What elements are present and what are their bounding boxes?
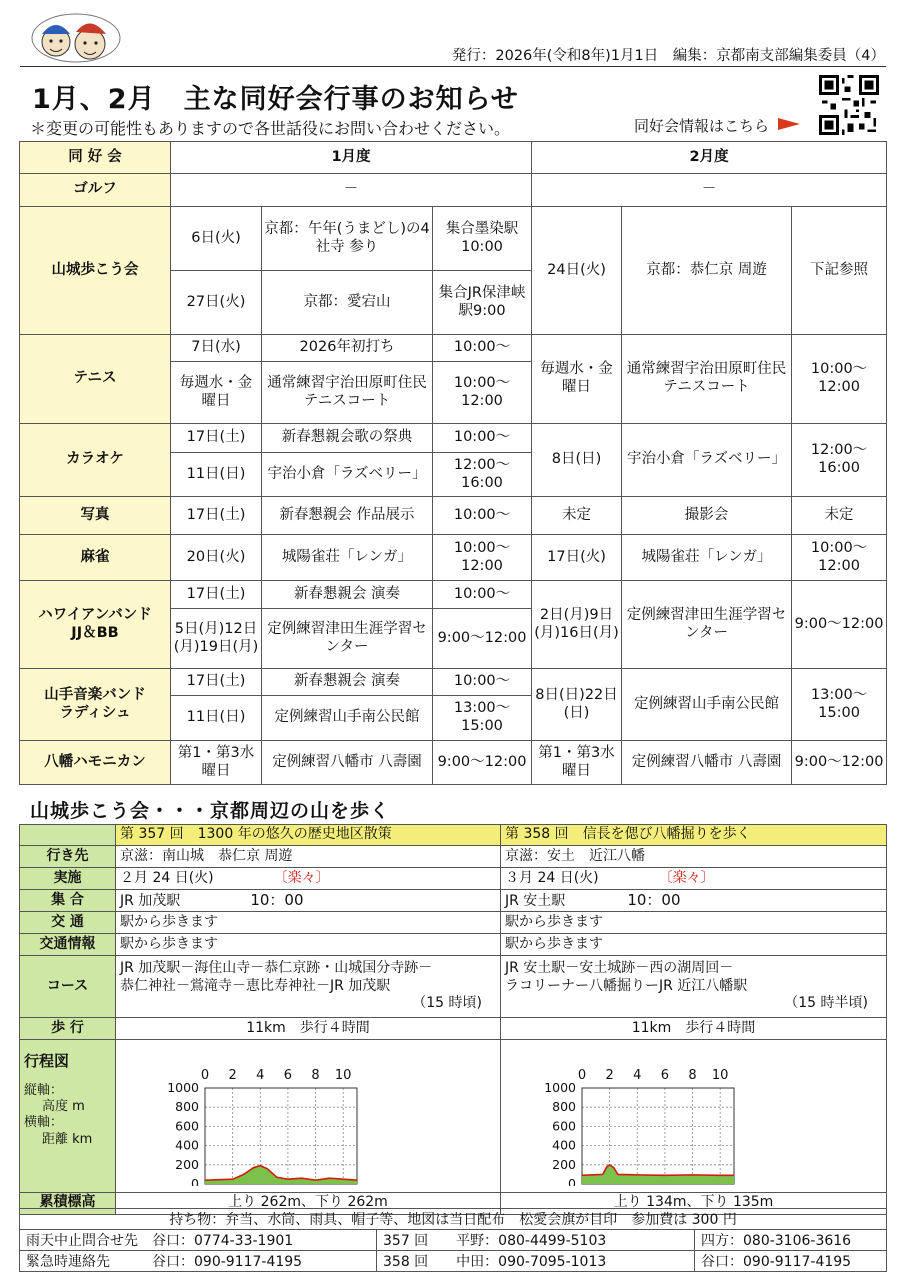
y-tick-label: 400 xyxy=(175,1137,199,1153)
hawaiian-jan2-date: 5日(月)12日(月)19日(月) xyxy=(171,609,262,669)
yamate-jan1-event: 新春懇親会 演奏 xyxy=(262,669,433,696)
header-february: 2月度 xyxy=(532,142,887,174)
mahjong-feb-date: 17日(火) xyxy=(532,535,622,581)
harmonica-jan-time: 9:00～12:00 xyxy=(433,741,532,785)
yamate-feb-event: 定例練習山手南公民館 xyxy=(622,669,792,741)
hike358-walk: 11km 歩行４時間 xyxy=(501,1018,887,1040)
karaoke-feb-event: 宇治小倉「ラズベリー」 xyxy=(622,424,792,497)
hike358-meet-place: JR 安土駅 xyxy=(505,892,566,909)
x-tick-label: 0 xyxy=(577,1068,587,1083)
harmonica-feb-event: 定例練習八幡市 八壽園 xyxy=(622,741,792,785)
tennis-feb-event: 通常練習宇治田原町住民テニスコート xyxy=(622,335,792,424)
x-tick-label: 4 xyxy=(633,1068,642,1083)
yamashiro-jan2-date: 27日(火) xyxy=(171,271,262,335)
mahjong-jan-time: 10:00～12:00 xyxy=(433,535,532,581)
hike358-course-line1: JR 安土駅－安土城跡－西の湖周回－ xyxy=(505,960,734,977)
karaoke-feb-date: 8日(日) xyxy=(532,424,622,497)
footer-358-contact1: 358 回 中田：090-7095-1013 xyxy=(377,1251,695,1272)
hike358-heading: 第 358 回 信長を偲び八幡掘りを歩く xyxy=(501,825,887,846)
label-axis-h: 横軸： xyxy=(24,1115,64,1131)
footer-357-contact1: 357 回 平野：080-4499-5103 xyxy=(377,1230,695,1251)
schedule-table xyxy=(19,141,887,785)
club-karaoke: カラオケ xyxy=(20,424,171,497)
harmonica-jan-date: 第1・第3水曜日 xyxy=(171,741,262,785)
golf-jan: － xyxy=(171,174,532,207)
hike357-date-cell xyxy=(116,868,501,890)
club-harmonica: 八幡ハモニカン xyxy=(20,741,171,785)
karaoke-jan1-event: 新春懇親会歌の祭典 xyxy=(262,424,433,453)
footer-358-contact2: 谷口：090-9117-4195 xyxy=(695,1251,887,1272)
hawaiian-name-line1: ハワイアンバンド xyxy=(38,606,152,623)
hike358-course-time: （15 時半頃) xyxy=(784,995,868,1012)
hawaiian-feb-event: 定例練習津田生涯学習センター xyxy=(622,581,792,669)
hike358-course-line2: ラコリーナー八幡掘りーJR 近江八幡駅 xyxy=(505,977,748,994)
x-tick-label: 0 xyxy=(200,1068,210,1083)
label-meet: 集 合 xyxy=(20,890,116,912)
club-golf: ゴルフ xyxy=(20,174,171,207)
y-tick-label: 800 xyxy=(552,1099,576,1115)
hike357-level: 〔楽々〕 xyxy=(273,869,330,886)
hike357-transport-info: 駅から歩きます xyxy=(116,934,501,956)
hike-table xyxy=(19,824,887,1215)
hawaiian-feb-time: 9:00～12:00 xyxy=(792,581,887,669)
yamate-jan2-event: 定例練習山手南公民館 xyxy=(262,696,433,741)
label-transport: 交 通 xyxy=(20,912,116,934)
hike358-meet-time: 10：00 xyxy=(627,890,681,909)
yamate-feb-date: 8日(日)22日(日) xyxy=(532,669,622,741)
hike358-profile-chart xyxy=(501,1040,887,1186)
yamate-jan2-date: 11日(日) xyxy=(171,696,262,741)
label-profile-cell xyxy=(20,1040,116,1193)
mascot-logo xyxy=(28,8,124,66)
elevation-line xyxy=(205,1166,357,1180)
x-tick-label: 6 xyxy=(283,1068,293,1083)
yamate-jan2-time: 13:00～15:00 xyxy=(433,696,532,741)
hike358-course xyxy=(501,956,887,1018)
hawaiian-name-line2: JJ＆BB xyxy=(71,624,119,641)
club-mahjong: 麻雀 xyxy=(20,535,171,581)
hike357-course xyxy=(116,956,501,1018)
mahjong-feb-time: 10:00～12:00 xyxy=(792,535,887,581)
hawaiian-jan2-event: 定例練習津田生涯学習センター xyxy=(262,609,433,669)
hike357-course-time: （15 時頃) xyxy=(412,995,482,1012)
hike358-elevation: 上り 134m、下り 135m xyxy=(501,1192,887,1214)
yamashiro-feb-date: 24日(火) xyxy=(532,207,622,335)
footer-rain-contact: 雨天中止問合せ先 谷口：0774-33-1901 xyxy=(20,1230,377,1251)
label-elevation: 累積標高 xyxy=(20,1192,116,1214)
hawaiian-feb-date: 2日(月)9日(月)16日(月) xyxy=(532,581,622,669)
tennis-jan2-time: 10:00～12:00 xyxy=(433,362,532,424)
hike357-transport: 駅から歩きます xyxy=(116,912,501,934)
photo-feb-time: 未定 xyxy=(792,497,887,535)
qr-label: 同好会情報はこちら xyxy=(634,117,770,135)
hawaiian-jan1-event: 新春懇親会 演奏 xyxy=(262,581,433,609)
y-tick-label: 200 xyxy=(552,1156,576,1172)
photo-jan-event: 新春懇親会 作品展示 xyxy=(262,497,433,535)
yamate-feb-time: 13:00～15:00 xyxy=(792,669,887,741)
harmonica-feb-time: 9:00～12:00 xyxy=(792,741,887,785)
header-club: 同 好 会 xyxy=(20,142,171,174)
club-photo: 写真 xyxy=(20,497,171,535)
hike358-meet-cell xyxy=(501,890,887,912)
y-tick-label: 200 xyxy=(175,1156,199,1172)
club-hawaiian xyxy=(20,581,171,669)
x-tick-label: 8 xyxy=(688,1068,697,1083)
label-axis-v: 縦軸： xyxy=(24,1082,64,1098)
y-tick-label: 1000 xyxy=(544,1080,576,1095)
hike358-transport: 駅から歩きます xyxy=(501,912,887,934)
tennis-jan1-time: 10:00～ xyxy=(433,335,532,362)
change-notice: ＊変更の可能性もありますので各世話役にお問い合わせください。 xyxy=(30,119,511,138)
x-tick-label: 10 xyxy=(334,1068,352,1083)
hike357-profile-chart xyxy=(116,1040,501,1186)
harmonica-feb-date: 第1・第3水曜日 xyxy=(532,741,622,785)
yamashiro-jan1-time: 集合墨染駅10:00 xyxy=(433,207,532,271)
hawaiian-jan1-time: 10:00～ xyxy=(433,581,532,609)
hike357-dest: 京滋：南山城 恭仁京 周遊 xyxy=(116,846,501,868)
karaoke-jan1-time: 10:00～ xyxy=(433,424,532,453)
footer-table xyxy=(19,1208,887,1272)
hike357-meet-time: 10：00 xyxy=(250,890,304,909)
hike357-meet-cell xyxy=(116,890,501,912)
photo-feb-date: 未定 xyxy=(532,497,622,535)
hike358-profile-cell xyxy=(501,1040,887,1193)
yamashiro-jan1-event: 京都：午年(うまどし)の4社寺 参り xyxy=(262,207,433,271)
club-tennis: テニス xyxy=(20,335,171,424)
yamate-name-line1: 山手音楽バンド xyxy=(44,686,146,703)
x-tick-label: 4 xyxy=(256,1068,265,1083)
photo-jan-time: 10:00～ xyxy=(433,497,532,535)
y-tick-label: 600 xyxy=(552,1118,576,1134)
y-tick-label: 0 xyxy=(568,1176,576,1186)
x-tick-label: 8 xyxy=(311,1068,320,1083)
tennis-feb-time: 10:00～12:00 xyxy=(792,335,887,424)
publication-info: 発行：2026年(令和8年)1月1日 編集：京都南支部編集委員（4） xyxy=(451,48,885,64)
x-tick-label: 2 xyxy=(605,1068,614,1083)
hawaiian-jan1-date: 17日(土) xyxy=(171,581,262,609)
mahjong-jan-event: 城陽雀荘「レンガ」 xyxy=(262,535,433,581)
hike357-course-line1: JR 加茂駅－海住山寺－恭仁京跡・山城国分寺跡－ xyxy=(120,960,433,977)
y-tick-label: 400 xyxy=(552,1137,576,1153)
karaoke-jan1-date: 17日(土) xyxy=(171,424,262,453)
yamate-jan1-date: 17日(土) xyxy=(171,669,262,696)
karaoke-feb-time: 12:00～16:00 xyxy=(792,424,887,497)
hike357-walk: 11km 歩行４時間 xyxy=(116,1018,501,1040)
y-tick-label: 0 xyxy=(191,1176,199,1186)
golf-feb: － xyxy=(532,174,887,207)
hike357-date: ２月 24 日(火) xyxy=(120,869,214,886)
hike-section-title: 山城歩こう会・・・京都周辺の山を歩く xyxy=(30,800,391,822)
hike357-course-line2: 恭仁神社－鴬滝寺－恵比寿神社－JR 加茂駅 xyxy=(120,977,391,994)
label-course: コース xyxy=(20,956,116,1018)
karaoke-jan2-time: 12:00～16:00 xyxy=(433,453,532,497)
hike358-transport-info: 駅から歩きます xyxy=(501,934,887,956)
header-january: 1月度 xyxy=(171,142,532,174)
label-walk: 歩 行 xyxy=(20,1018,116,1040)
hawaiian-jan2-time: 9:00～12:00 xyxy=(433,609,532,669)
x-tick-label: 2 xyxy=(228,1068,237,1083)
plot-frame xyxy=(205,1088,357,1184)
photo-jan-date: 17日(土) xyxy=(171,497,262,535)
tennis-jan1-date: 7日(水) xyxy=(171,335,262,362)
hike-corner xyxy=(20,825,116,846)
y-tick-label: 800 xyxy=(175,1099,199,1115)
footer-emergency-contact: 緊急時連絡先 谷口：090-9117-4195 xyxy=(20,1251,377,1272)
qr-code[interactable] xyxy=(819,75,879,135)
label-date: 実施 xyxy=(20,868,116,890)
tennis-jan1-event: 2026年初打ち xyxy=(262,335,433,362)
yamashiro-jan1-date: 6日(火) xyxy=(171,207,262,271)
y-tick-label: 1000 xyxy=(167,1080,199,1095)
karaoke-jan2-date: 11日(日) xyxy=(171,453,262,497)
yamate-jan1-time: 10:00～ xyxy=(433,669,532,696)
hike357-heading: 第 357 回 1300 年の悠久の歴史地区散策 xyxy=(116,825,501,846)
label-axis-v-unit: 高度 m xyxy=(42,1099,85,1114)
photo-feb-event: 撮影会 xyxy=(622,497,792,535)
tennis-jan2-date: 毎週水・金曜日 xyxy=(171,362,262,424)
arrow-right-icon xyxy=(778,118,800,130)
header-rule xyxy=(20,66,886,67)
karaoke-jan2-event: 宇治小倉「ラズベリー」 xyxy=(262,453,433,497)
hike358-date: ３月 24 日(火) xyxy=(505,869,599,886)
yamashiro-feb-event: 京都：恭仁京 周遊 xyxy=(622,207,792,335)
hike358-date-cell xyxy=(501,868,887,890)
label-profile: 行程図 xyxy=(24,1052,70,1070)
footer-bring: 持ち物：弁当、水筒、雨具、帽子等、地図は当日配布 松愛会旗が目印 参加費は 300 円 xyxy=(20,1209,887,1230)
hike357-meet-place: JR 加茂駅 xyxy=(120,892,181,909)
elevation-area xyxy=(205,1166,357,1184)
y-tick-label: 600 xyxy=(175,1118,199,1134)
harmonica-jan-event: 定例練習八幡市 八壽園 xyxy=(262,741,433,785)
page-title: 1月、2月 主な同好会行事のお知らせ xyxy=(32,84,519,115)
club-yamashiro: 山城歩こう会 xyxy=(20,207,171,335)
label-transport-info: 交通情報 xyxy=(20,934,116,956)
hike358-level: 〔楽々〕 xyxy=(658,869,715,886)
label-dest: 行き先 xyxy=(20,846,116,868)
hike358-dest: 京滋：安土 近江八幡 xyxy=(501,846,887,868)
yamashiro-feb-time: 下記参照 xyxy=(792,207,887,335)
hike357-profile-cell xyxy=(116,1040,501,1193)
x-tick-label: 10 xyxy=(711,1068,729,1083)
mahjong-jan-date: 20日(火) xyxy=(171,535,262,581)
label-axis-h-unit: 距離 km xyxy=(42,1131,93,1147)
hike357-elevation: 上り 262m、下り 262m xyxy=(116,1192,501,1214)
club-yamate xyxy=(20,669,171,741)
yamate-name-line2: ラディシュ xyxy=(59,704,131,721)
footer-357-contact2: 四方：080-3106-3616 xyxy=(695,1230,887,1251)
elevation-area xyxy=(582,1165,734,1184)
x-tick-label: 6 xyxy=(660,1068,670,1083)
yamashiro-jan2-event: 京都：愛宕山 xyxy=(262,271,433,335)
mahjong-feb-event: 城陽雀荘「レンガ」 xyxy=(622,535,792,581)
yamashiro-jan2-time: 集合JR保津峡駅9:00 xyxy=(433,271,532,335)
tennis-feb-date: 毎週水・金曜日 xyxy=(532,335,622,424)
tennis-jan2-event: 通常練習宇治田原町住民テニスコート xyxy=(262,362,433,424)
